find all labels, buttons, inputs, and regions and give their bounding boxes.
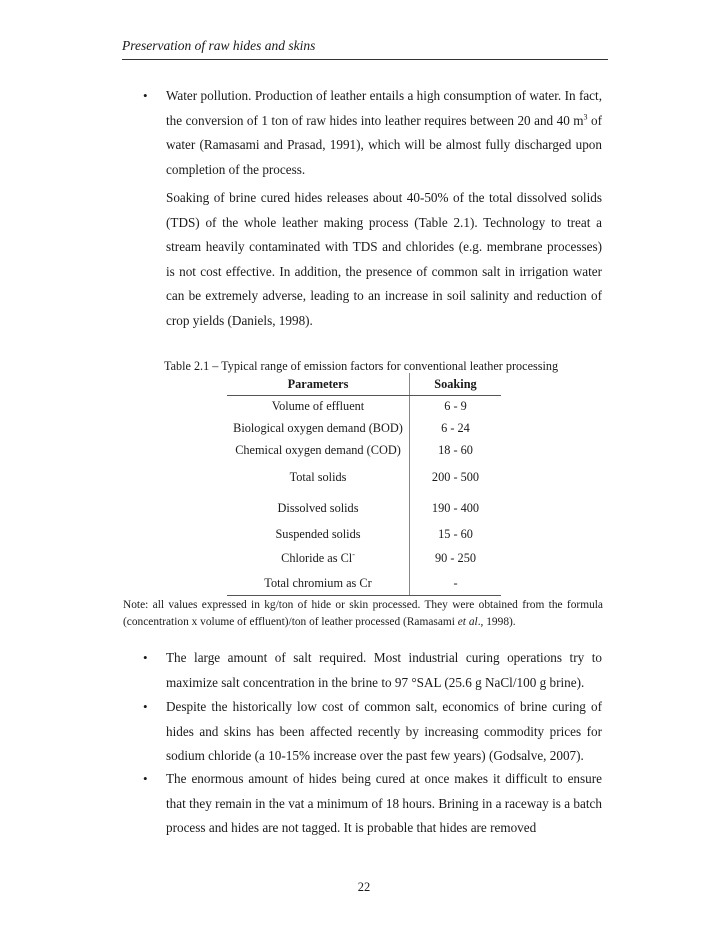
water-pollution-text-start: Water pollution. Production of leather entails a high consumption of water. In fact, the conversion of 1 ton of raw hides into leather requires between 20 and 40 m xyxy=(166,88,602,128)
table-note xyxy=(123,597,603,631)
soaking-value: 6 - 9 xyxy=(410,396,502,418)
table-row xyxy=(227,546,501,572)
table-row xyxy=(227,572,501,596)
column-header-soaking: Soaking xyxy=(410,373,502,396)
parameter-cell xyxy=(227,418,410,440)
water-pollution-text-end: of water (Ramasami and Prasad, 1991), which will be almost fully discharged upon completion of the process. xyxy=(166,112,602,177)
parameter-cell xyxy=(227,572,410,596)
cubic-superscript: 3 xyxy=(583,112,588,122)
bullet-salt-required: The large amount of salt required. Most industrial curing operations try to maximize salt concentration in the brine to 97 °SAL (25.6 g NaCl/100 g brine). xyxy=(166,650,602,690)
soaking-value: - xyxy=(410,572,502,596)
note-text-end: ., 1998). xyxy=(477,616,516,628)
parameter-label: Total solids xyxy=(289,470,347,484)
bullet-curing-duration: The enormous amount of hides being cured at once makes it difficult to ensure that they remain in the vat a minimum of 18 hours. Brining in a raceway is a batch process and hides are not tagged. It is probable that hides are removed xyxy=(166,771,602,835)
header-rule xyxy=(122,59,608,60)
emission-factors-table xyxy=(227,373,501,596)
parameter-label: Chemical oxygen demand (COD) xyxy=(235,443,401,457)
table-row xyxy=(227,418,501,440)
parameter-label: Biological oxygen demand (BOD) xyxy=(233,421,403,435)
table-row xyxy=(227,494,501,524)
table-row xyxy=(227,396,501,418)
page-number: 22 xyxy=(357,880,371,894)
table-row xyxy=(227,524,501,546)
soaking-value: 15 - 60 xyxy=(410,524,502,546)
soaking-value: 200 - 500 xyxy=(410,462,502,494)
soaking-value: 18 - 60 xyxy=(410,440,502,462)
parameter-superscript: - xyxy=(352,549,355,559)
table-header-row xyxy=(227,373,501,396)
soaking-value: 190 - 400 xyxy=(410,494,502,524)
parameter-cell xyxy=(227,462,410,494)
parameter-cell xyxy=(227,396,410,418)
parameter-cell xyxy=(227,524,410,546)
note-et-al: et al xyxy=(457,616,478,628)
parameter-cell xyxy=(227,494,410,524)
bullet-icon: • xyxy=(143,771,148,786)
bullet-salt-economics: Despite the historically low cost of common salt, economics of brine curing of hides and skins has been affected recently by increasing commodity prices for sodium chloride (a 10-15% increase over the past few years) (Godsalve, 2007). xyxy=(166,699,602,763)
parameter-label: Chloride as Cl xyxy=(281,551,353,565)
column-header-parameters: Parameters xyxy=(227,373,410,396)
water-pollution-paragraph xyxy=(166,84,602,182)
running-header: Preservation of raw hides and skins xyxy=(122,38,316,53)
bullet-icon: • xyxy=(143,88,148,103)
soaking-value: 6 - 24 xyxy=(410,418,502,440)
bullet-icon: • xyxy=(143,699,148,714)
parameter-cell xyxy=(227,440,410,462)
soaking-value: 90 - 250 xyxy=(410,546,502,572)
parameter-label: Suspended solids xyxy=(275,527,361,541)
parameter-label: Total chromium as Cr xyxy=(264,575,372,590)
table-caption: Table 2.1 – Typical range of emission factors for conventional leather processing xyxy=(164,359,559,373)
soaking-paragraph: Soaking of brine cured hides releases about 40-50% of the total dissolved solids (TDS) of the whole leather making process (Table 2.1). Technology to treat a stream heavily contaminated with TDS and chlorides (e.g. membrane processes) is not cost effective. In addition, the presence of common salt in irrigation water can be extremely adverse, leading to an increase in soil salinity and reduction of crop yields (Daniels, 1998). xyxy=(166,190,602,328)
bullet-icon: • xyxy=(143,650,148,665)
table-row xyxy=(227,440,501,462)
parameter-label: Dissolved solids xyxy=(277,501,359,515)
parameter-label: Volume of effluent xyxy=(271,399,365,414)
parameter-cell xyxy=(227,546,410,572)
note-text-start: Note: all values expressed in kg/ton of hide or skin processed. They were obtained from the formula (concentration x volume of effluent)/ton of leather processed (Ramasami xyxy=(123,599,603,628)
table-row xyxy=(227,462,501,494)
